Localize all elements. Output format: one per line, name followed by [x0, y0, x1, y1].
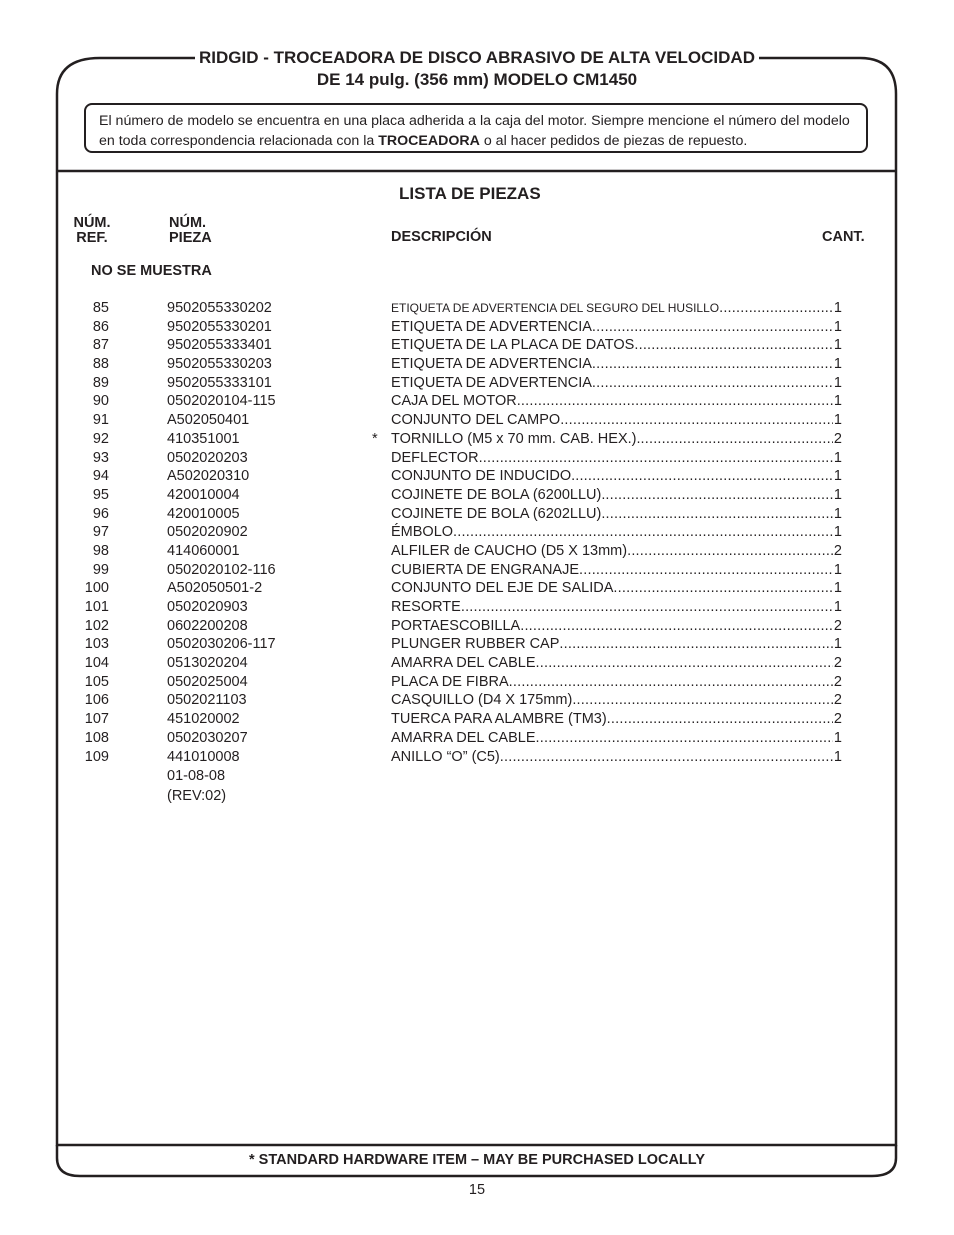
leader-dots: [579, 561, 833, 580]
ref-number: 105: [84, 673, 109, 690]
column-header-part-line1: NÚM.: [169, 215, 207, 231]
leader-dots: [605, 486, 833, 505]
part-description: CONJUNTO DEL EJE DE SALIDA: [391, 580, 614, 597]
quantity: 1: [833, 449, 842, 466]
column-header-description: DESCRIPCIÓN: [391, 229, 492, 245]
leader-dots: [560, 411, 833, 430]
ref-number: 107: [84, 711, 109, 728]
quantity: 2: [833, 655, 842, 672]
part-description: CAJA DEL MOTOR: [391, 393, 517, 410]
quantity: 1: [833, 729, 842, 746]
part-description-line: [391, 355, 842, 374]
part-description-line: [391, 374, 842, 393]
leader-dots: [627, 542, 833, 561]
part-description: ETIQUETA DE ADVERTENCIA DEL SEGURO DEL HUSILLO: [391, 301, 720, 315]
part-description-line: [391, 336, 842, 355]
part-description: AMARRA DEL CABLE: [391, 655, 536, 672]
ref-number: 92: [92, 430, 109, 447]
ref-number: 94: [92, 468, 109, 485]
quantity: 1: [833, 561, 842, 578]
table-row: [0, 542, 954, 561]
table-row: [0, 673, 954, 692]
part-description-line: [391, 505, 842, 524]
part-description-line: [391, 392, 842, 411]
table-row: [0, 748, 954, 767]
part-description-line: [391, 411, 842, 430]
part-description-line: [391, 654, 842, 673]
quantity: 1: [833, 318, 842, 335]
ref-number: 93: [92, 449, 109, 466]
leader-dots: [641, 430, 833, 449]
part-number: 9502055330203: [167, 356, 272, 373]
part-description-line: [391, 579, 842, 598]
part-description: RESORTE: [391, 599, 461, 615]
table-row: [0, 392, 954, 411]
part-description: TORNILLO (M5 x 70 mm. CAB. HEX.).: [391, 430, 641, 447]
part-description-line: [391, 467, 842, 486]
leader-dots: [536, 729, 833, 748]
leader-dots: [613, 579, 833, 598]
leader-dots: [575, 467, 833, 486]
ref-number: 99: [92, 561, 109, 578]
leader-dots: [634, 336, 833, 355]
notice-text-after: o al hacer pedidos de piezas de repuesto.: [479, 133, 748, 149]
part-number: 441010008: [167, 748, 240, 765]
part-number: 0502020102-116: [167, 561, 276, 578]
ref-number: 89: [92, 374, 109, 391]
quantity: 1: [833, 486, 842, 503]
part-description: COJINETE DE BOLA (6200LLU).: [391, 486, 606, 503]
leader-dots: [572, 691, 833, 710]
table-row: [0, 523, 954, 542]
part-description-line: [391, 691, 842, 710]
part-description: PLUNGER RUBBER CAP: [391, 636, 560, 653]
leader-dots: [601, 505, 833, 524]
part-description-line: [391, 673, 842, 692]
part-description: TUERCA PARA ALAMBRE (TM3): [391, 711, 607, 728]
part-number: A502020310: [167, 468, 250, 485]
ref-number: 102: [84, 617, 109, 634]
table-row: [0, 635, 954, 654]
leader-dots: [479, 449, 833, 468]
part-description-line: [391, 710, 842, 729]
quantity: 2: [833, 711, 842, 728]
part-description-line: [391, 748, 842, 767]
ref-number: 106: [84, 692, 109, 709]
quantity: 2: [833, 673, 842, 690]
ref-number: 101: [84, 599, 109, 615]
leader-dots: [520, 617, 833, 636]
quantity: 1: [833, 337, 842, 354]
part-number: 0502020104-115: [167, 393, 276, 410]
standard-hardware-note: * STANDARD HARDWARE ITEM – MAY BE PURCHASED LOCALLY: [249, 1152, 705, 1168]
part-description-line: [391, 542, 842, 561]
part-number: 0502020902: [167, 524, 248, 541]
table-row: [0, 467, 954, 486]
part-description: AMARRA DEL CABLE: [391, 729, 536, 746]
part-number: 0502021103: [167, 692, 247, 709]
part-description: ÉMBOLO: [391, 524, 454, 541]
part-number: 420010005: [167, 505, 240, 522]
ref-number: 91: [92, 412, 109, 429]
not-shown-label: NO SE MUESTRA: [91, 263, 212, 279]
part-description: ANILLO “O” (C5): [391, 748, 500, 765]
table-row: [0, 486, 954, 505]
page-number: 15: [468, 1182, 486, 1198]
quantity: 1: [833, 468, 842, 485]
part-description-line: [391, 430, 842, 449]
ref-number: 97: [92, 524, 109, 541]
leader-dots: [461, 598, 833, 617]
leader-dots: [592, 355, 833, 374]
table-row: [0, 336, 954, 355]
part-number: 420010004: [167, 486, 240, 503]
column-header-part-line2: PIEZA: [169, 230, 212, 246]
part-description-line: [391, 598, 842, 617]
quantity: 1: [833, 636, 842, 653]
ref-number: 86: [92, 318, 109, 335]
column-header-part: [169, 216, 212, 246]
part-description: ETIQUETA DE ADVERTENCIA: [391, 356, 592, 373]
table-row: [0, 598, 954, 617]
column-header-quantity: CANT.: [822, 229, 865, 245]
ref-number: 88: [92, 356, 109, 373]
ref-number: 100: [84, 580, 109, 597]
ref-number: 85: [92, 300, 109, 316]
table-row: [0, 654, 954, 673]
table-row: [0, 505, 954, 524]
leader-dots: [592, 374, 833, 393]
quantity: 1: [833, 580, 842, 597]
quantity: 1: [833, 505, 842, 522]
part-description: CONJUNTO DEL CAMPO: [391, 412, 561, 429]
ref-number: 96: [92, 505, 109, 522]
part-description-line: [391, 523, 842, 542]
leader-dots: [592, 318, 833, 337]
ref-number: 104: [84, 655, 109, 672]
part-number: 9502055333401: [167, 337, 272, 354]
part-number: 9502055330201: [167, 318, 272, 335]
part-number: 0502030206-117: [167, 636, 276, 653]
leader-dots: [607, 710, 833, 729]
part-number: 0513020204: [167, 655, 248, 672]
part-number: 9502055333101: [167, 374, 272, 391]
part-description-line: [391, 729, 842, 748]
model-number-notice: [84, 103, 868, 153]
part-description: PORTAESCOBILLA: [391, 617, 521, 634]
part-number: 410351001: [167, 430, 240, 447]
part-number: 451020002: [167, 711, 240, 728]
column-header-ref-line1: NÚM.: [73, 215, 111, 231]
part-description: CONJUNTO DE INDUCIDO.: [391, 468, 576, 485]
quantity: 1: [833, 356, 842, 373]
column-header-ref-line2: REF.: [76, 230, 108, 246]
ref-number: 95: [92, 486, 109, 503]
table-row: [0, 430, 954, 449]
table-row: [0, 691, 954, 710]
parts-table: [0, 299, 954, 766]
table-row: [0, 355, 954, 374]
ref-number: 103: [84, 636, 109, 653]
notice-text-before: El número de modelo se encuentra en una placa adherida a la caja del motor. Siempre mencione el número del modelo en toda correspondencia relacionada con la: [99, 113, 850, 149]
quantity: 1: [833, 524, 842, 541]
notice-bold-word: TROCEADORA: [378, 133, 480, 149]
quantity: 1: [833, 374, 842, 391]
part-number: 0502020903: [167, 599, 248, 615]
part-description: CUBIERTA DE ENGRANAJE: [391, 561, 580, 578]
part-number: 0602200208: [167, 617, 248, 634]
revision-date: 01-08-08: [167, 768, 226, 784]
part-description: ETIQUETA DE ADVERTENCIA: [391, 318, 592, 335]
document-title-line2: DE 14 pulg. (356 mm) MODELO CM1450: [316, 70, 638, 89]
quantity: 1: [833, 393, 842, 410]
part-number: 0502020203: [167, 449, 248, 466]
part-description: CASQUILLO (D4 X 175mm): [391, 692, 573, 709]
part-description: ALFILER de CAUCHO (D5 X 13mm): [391, 542, 628, 559]
revision-number: (REV:02): [167, 788, 227, 804]
leader-dots: [517, 392, 833, 411]
parts-list-title: LISTA DE PIEZAS: [399, 184, 541, 203]
part-description: PLACA DE FIBRA: [391, 673, 509, 690]
part-number: 0502030207: [167, 729, 248, 746]
standard-hardware-mark: *: [372, 430, 378, 447]
table-row: [0, 411, 954, 430]
quantity: 1: [833, 599, 842, 615]
table-row: [0, 729, 954, 748]
part-description-line: [391, 561, 842, 580]
leader-dots: [536, 654, 833, 673]
part-description: COJINETE DE BOLA (6202LLU): [391, 505, 602, 522]
part-number: 0502025004: [167, 673, 248, 690]
part-description-line: [391, 299, 842, 318]
leader-dots: [453, 523, 833, 542]
column-header-ref: [69, 216, 115, 246]
quantity: 2: [833, 617, 842, 634]
part-number: 414060001: [167, 542, 240, 559]
part-description-line: [391, 486, 842, 505]
table-row: [0, 374, 954, 393]
table-row: [0, 299, 954, 318]
table-row: [0, 617, 954, 636]
leader-dots: [559, 635, 833, 654]
table-row: [0, 318, 954, 337]
leader-dots: [719, 299, 833, 318]
part-number: A502050401: [167, 412, 250, 429]
part-description-line: [391, 617, 842, 636]
ref-number: 109: [84, 748, 109, 765]
table-row: [0, 579, 954, 598]
part-description: ETIQUETA DE ADVERTENCIA: [391, 374, 592, 391]
quantity: 2: [833, 542, 842, 559]
ref-number: 90: [92, 393, 109, 410]
ref-number: 98: [92, 542, 109, 559]
part-number: 9502055330202: [167, 300, 272, 316]
leader-dots: [509, 673, 833, 692]
table-row: [0, 449, 954, 468]
part-description-line: [391, 318, 842, 337]
quantity: 1: [833, 748, 842, 765]
document-title-line1: RIDGID - TROCEADORA DE DISCO ABRASIVO DE ALTA VELOCIDAD: [0, 47, 954, 69]
part-description: ETIQUETA DE LA PLACA DE DATOS: [391, 337, 635, 354]
leader-dots: [500, 748, 833, 767]
quantity: 2: [833, 430, 842, 447]
part-number: A502050501-2: [167, 580, 263, 597]
part-description-line: [391, 449, 842, 468]
ref-number: 108: [84, 729, 109, 746]
table-row: [0, 710, 954, 729]
quantity: 1: [833, 412, 842, 429]
part-description: DEFLECTOR: [391, 449, 479, 466]
part-description-line: [391, 635, 842, 654]
quantity: 2: [833, 692, 842, 709]
ref-number: 87: [92, 337, 109, 354]
table-row: [0, 561, 954, 580]
quantity: 1: [833, 300, 842, 316]
